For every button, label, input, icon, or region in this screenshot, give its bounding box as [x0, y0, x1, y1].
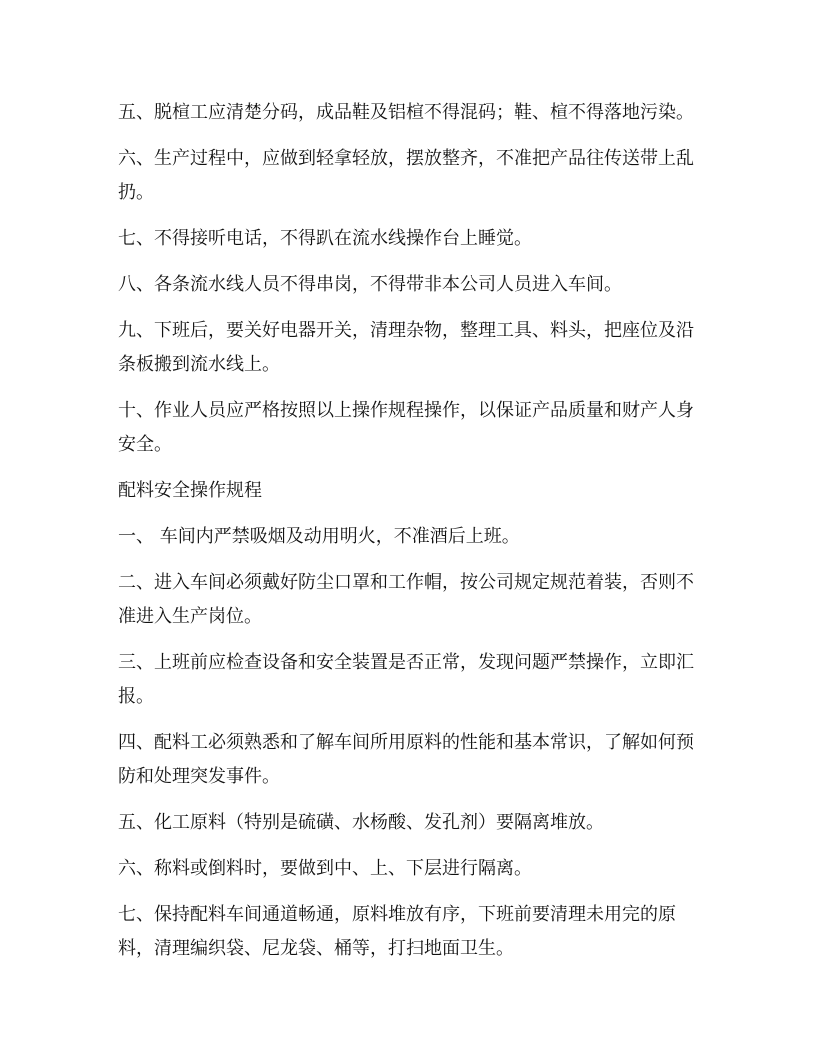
paragraph-rule-7-phone: 七、不得接听电话，不得趴在流水线操作台上睡觉。 — [118, 228, 532, 249]
paragraph-rule-5-shoe-last: 五、脱楦工应清楚分码，成品鞋及铝楦不得混码；鞋、楦不得落地污染。 — [118, 102, 694, 123]
paragraph-rule-9-after-work: 九、下班后，要关好电器开关，清理杂物，整理工具、料头，把座位及沿条板搬到流水线上。 — [118, 320, 694, 375]
paragraph-mixing-rule-3: 三、上班前应检查设备和安全装置是否正常，发现问题严禁操作，立即汇报。 — [118, 652, 694, 707]
section-title-mixing-safety: 配料安全操作规程 — [118, 480, 262, 501]
paragraph-rule-10-compliance: 十、作业人员应严格按照以上操作规程操作，以保证产品质量和财产人身安全。 — [118, 400, 694, 455]
paragraph-mixing-rule-4: 四、配料工必须熟悉和了解车间所用原料的性能和基本常识，了解如何预防和处理突发事件。 — [118, 732, 694, 787]
paragraph-mixing-rule-7: 七、保持配料车间通道畅通，原料堆放有序，下班前要清理未用完的原料，清理编织袋、尼龙袋、桶等，打扫地面卫生。 — [118, 904, 676, 959]
paragraph-mixing-rule-1: 一、 车间内严禁吸烟及动用明火，不准酒后上班。 — [118, 526, 520, 547]
paragraph-rule-6-handling: 六、生产过程中，应做到轻拿轻放，摆放整齐，不准把产品往传送带上乱扔。 — [118, 148, 694, 203]
paragraph-mixing-rule-2: 二、进入车间必须戴好防尘口罩和工作帽，按公司规定规范着装，否则不准进入生产岗位。 — [118, 572, 694, 627]
paragraph-mixing-rule-5: 五、化工原料（特别是硫磺、水杨酸、发孔剂）要隔离堆放。 — [118, 812, 604, 833]
paragraph-rule-8-posts: 八、各条流水线人员不得串岗，不得带非本公司人员进入车间。 — [118, 274, 622, 295]
document-body — [118, 96, 700, 978]
paragraph-mixing-rule-6: 六、称料或倒料时，要做到中、上、下层进行隔离。 — [118, 858, 532, 879]
